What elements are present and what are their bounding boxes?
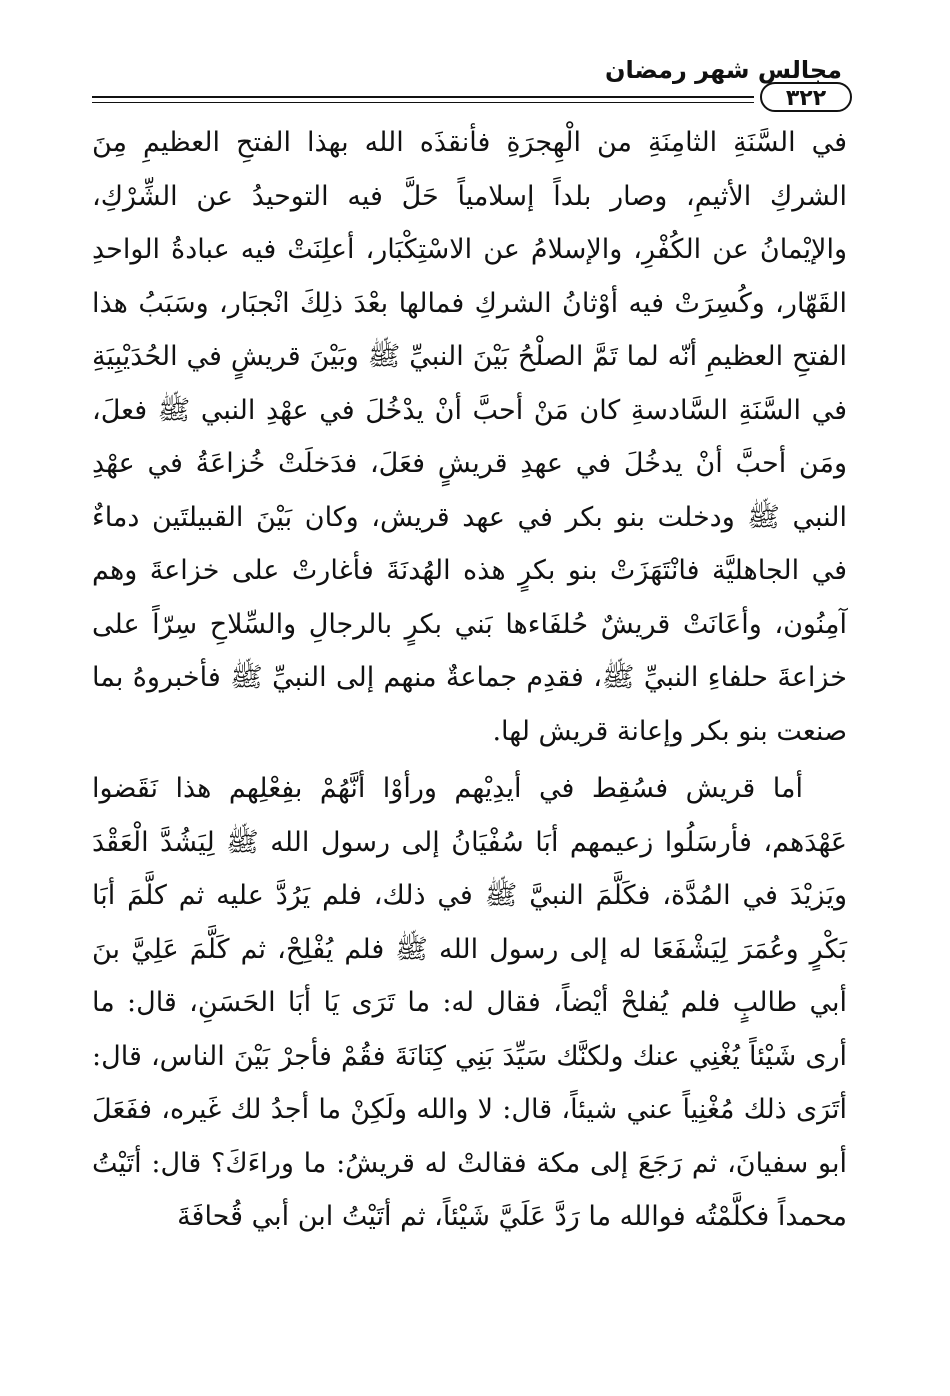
header-rule <box>92 96 754 103</box>
body-text <box>92 116 847 1244</box>
running-title: مجالس شهر رمضان <box>604 56 842 84</box>
paragraph: أما قريش فسُقِط في أيدِيْهم ورأوْا أنَّهُمْ بفِعْلِهم هذا نَقَضوا عَهْدَهم، فأرسَلُوا زعيمهم أبَا سُفْيَانُ إلى رسول الله ﷺ لِيَشُدَّ الْعَقْدَ ويَزيْدَ في المُدَّة، فكَلَّمَ النبيَّ ﷺ في ذلك، فلم يَرُدَّ عليه ثم كلَّمَ أبَا بَكْرٍ وعُمَرَ لِيَشْفَعَا له إلى رسول الله ﷺ فلم يُفْلِحْ، ثم كَلَّمَ عَلِيَّ بنَ أبي طالبٍ فلم يُفلحْ أيْضاً، فقال له: ما تَرَى يَا أبَا الحَسَنِ، قال: ما أرى شَيْئاً يُغْنِي عنك ولكنَّك سَيِّدَ بَنِي كِنَانَةَ فقُمْ فأجرْ بَيْنَ الناس، قال: أتَرَى ذلك مُغْنِياً عني شيئاً، قال: لا والله ولَكِنْ ما أجدُ لك غَيره، ففَعَلَ أبو سفيانَ، ثم رَجَعَ إلى مكة فقالتْ له قريشُ: ما وراءَكَ؟ قال: أتَيْتُ محمداً فكلَّمْتُه فوالله ما رَدَّ عَلَيَّ شَيْئاً، ثم أتَيْتُ ابن أبي قُحافَةَ <box>92 773 847 1232</box>
page-header <box>92 52 852 112</box>
page-number-badge: ٣٢٢ <box>760 82 852 112</box>
paragraph: في السَّنَةِ الثامِنَةِ من الْهِجرَةِ فأنقذَه الله بهذا الفتحِ العظيمِ مِنَ الشركِ الأثيمِ، وصار بلداً إسلامياً حَلَّ فيه التوحيدُ عن الشِّرْكِ، والإيْمانُ عن الكُفْرِ، والإسلامُ عن الاسْتِكْبَار، أعلِنَتْ فيه عبادةُ الواحدِ القَهّار، وكُسِرَتْ فيه أوْثانُ الشركِ فمالها بعْدَ ذلِكَ انْجبَار، وسَبَبُ هذا الفتحِ العظيمِ أنّه لما تَمَّ الصلْحُ بَيْنَ النبيِّ ﷺ وبَيْنَ قريشٍ في الحُدَيْبِيَةِ في السَّنَةِ السَّادسةِ كان مَنْ أحبَّ أنْ يدْخُلَ في عهْدِ النبي ﷺ فعلَ، ومَن أحبَّ أنْ يدخُلَ في عهدِ قريشٍ فعَلَ، فدَخلَتْ خُزاعَةُ في عهْدِ النبي ﷺ ودخلت بنو بكر في عهد قريش، وكان بَيْنَ القبيلتَين دماءٌ في الجاهليَّة فانْتَهَزَتْ بنو بكرٍ هذه الهُدنَةَ فأغارتْ على خزاعةَ وهم آمِنُون، وأعَانَتْ قريشٌ حُلفَاءها بَني بكرٍ بالرجالِ والسِّلاحِ سِرّاً على خزاعةَ حلفاءِ النبيِّ ﷺ، فقدِم جماعةٌ منهم إلى النبيِّ ﷺ فأخبروهُ بما صنعت بنو بكر وإعانة قريش لها. <box>92 127 847 747</box>
